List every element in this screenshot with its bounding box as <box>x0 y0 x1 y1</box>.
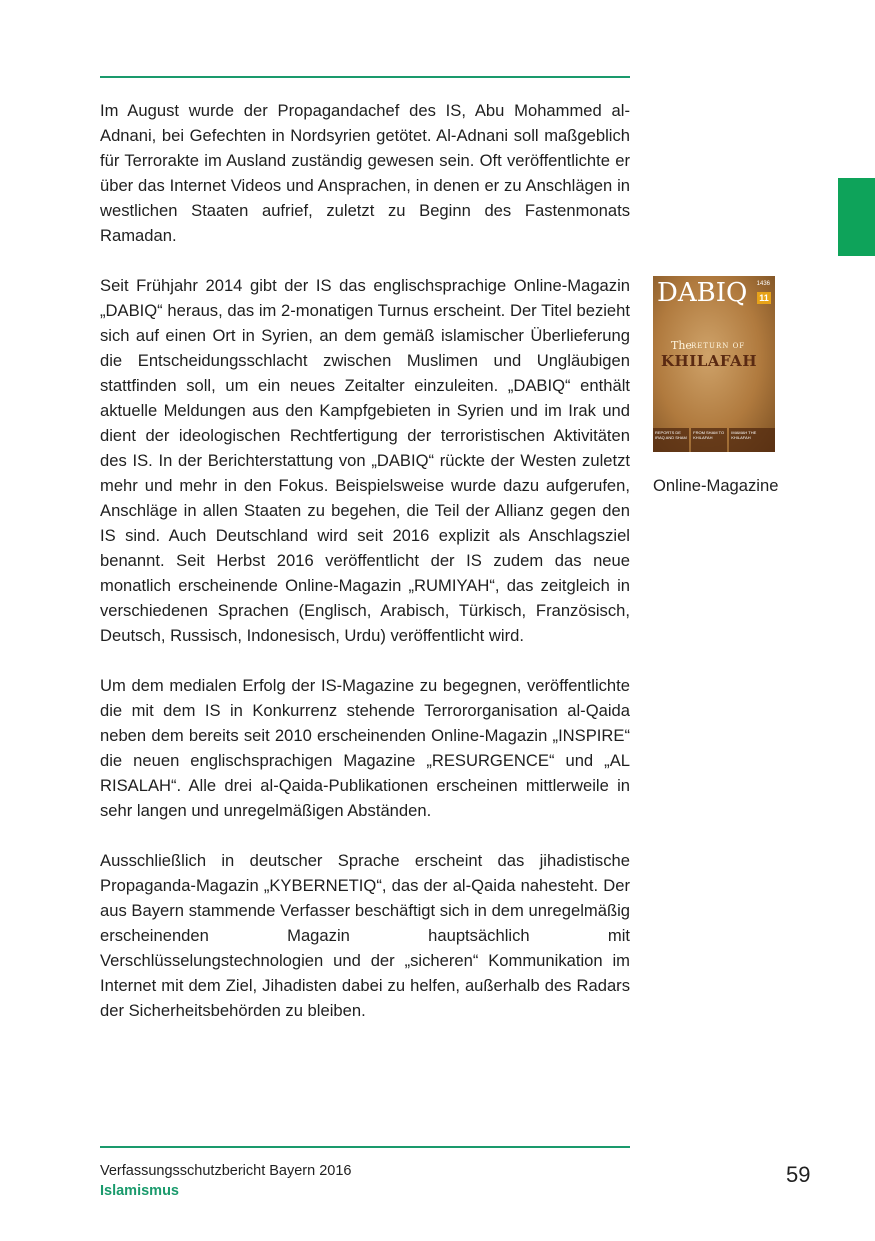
paragraph-2: Seit Frühjahr 2014 gibt der IS das englischsprachige Online-Magazin „DABIQ“ heraus, das im 2-monatigen Turnus erscheint. Der Titel bezieht sich auf einen Ort in Syrien, an dem gemäß islamischer Überlieferung die Entscheidungsschlacht zwischen Muslimen und Ungläubigen stattfinden soll, um ein neues Zeitalter einzuleiten. „DABIQ“ enthält aktuelle Meldungen aus den Kampfgebieten in Syrien und im Irak und dient der ideologischen Rechtfertigung der terroristischen Aktivitäten des IS. In der Berichterstattung von „DABIQ“ rückte der Westen zuletzt mehr und mehr in den Fokus. Beispielsweise wurde dazu aufgerufen, Anschläge in allen Staaten zu begehen, die Teil der Allianz gegen den IS sind. Auch Deutschland wird seit 2016 explizit als Anschlagsziel benannt. Seit Herbst 2016 veröffentlicht der IS zudem das neue monatlich erscheinende Online-Magazin „RUMIYAH“, das zeitgleich in verschiedenen Sprachen (Englisch, Arabisch, Türkisch, Französisch, Deutsch, Russisch, Indonesisch, Urdu) veröffentlicht wird. <box>100 276 630 645</box>
footer-title: Verfassungsschutzbericht Bayern 2016 <box>100 1163 352 1179</box>
cover-block-3: IMAMAH THE KHILAFAH <box>729 428 775 452</box>
cover-the: The <box>671 339 692 352</box>
cover-headline: KHILAFAH <box>661 352 757 370</box>
cover-block-1: REPORTS DE IRAQ AND SHAM <box>653 428 689 452</box>
top-divider <box>100 76 630 78</box>
cover-caption: Online-Magazine <box>653 476 779 495</box>
footer-section: Islamismus <box>100 1183 179 1199</box>
chapter-tab-marker <box>838 178 875 256</box>
cover-bottom-strip <box>653 428 775 452</box>
cover-year: 1436 <box>756 281 770 287</box>
cover-block-2: FROM SHAM TO KHILAFAH <box>691 428 727 452</box>
main-text-column <box>100 98 630 1023</box>
page-number: 59 <box>786 1162 811 1187</box>
cover-return-of: RETURN OF <box>691 342 746 350</box>
cover-title: DABIQ <box>657 278 748 308</box>
paragraph-4: Ausschließlich in deutscher Sprache erscheint das jihadistische Propaganda-Magazin „KYBERNETIQ“, das der al-Qaida nahesteht. Der aus Bayern stammende Verfasser beschäftigt sich in dem unregelmäßig erscheinenden Magazin hauptsächlich mit Verschlüsselungstechnologien und der „sicheren“ Kommunikation im Internet mit dem Ziel, Jihadisten dabei zu helfen, außerhalb des Radars der Sicherheitsbehörden zu bleiben. <box>100 851 630 1020</box>
dabiq-cover-image <box>653 276 775 452</box>
paragraph-1: Im August wurde der Propagandachef des IS, Abu Mohammed al-Adnani, bei Gefechten in Nordsyrien getötet. Al-Adnani soll maßgeblich für Terrorakte im Ausland zuständig gewesen sein. Oft veröffentlichte er über das Internet Videos und Ansprachen, in denen er zu Anschlägen in westlichen Staaten aufrief, zuletzt zu Beginn des Fastenmonats Ramadan. <box>100 101 630 245</box>
cover-issue-badge: 11 <box>757 292 771 304</box>
bottom-divider <box>100 1146 630 1148</box>
paragraph-3: Um dem medialen Erfolg der IS-Magazine zu begegnen, veröffentlichte die mit dem IS in Konkurrenz stehende Terrororganisation al-Qaida neben dem bereits seit 2010 erscheinenden Online-Magazin „INSPIRE“ die neuen englischsprachigen Magazine „RESURGENCE“ und „AL RISALAH“. Alle drei al-Qaida-Publikationen erscheinen mittlerweile in sehr langen und unregelmäßigen Abständen. <box>100 676 630 820</box>
